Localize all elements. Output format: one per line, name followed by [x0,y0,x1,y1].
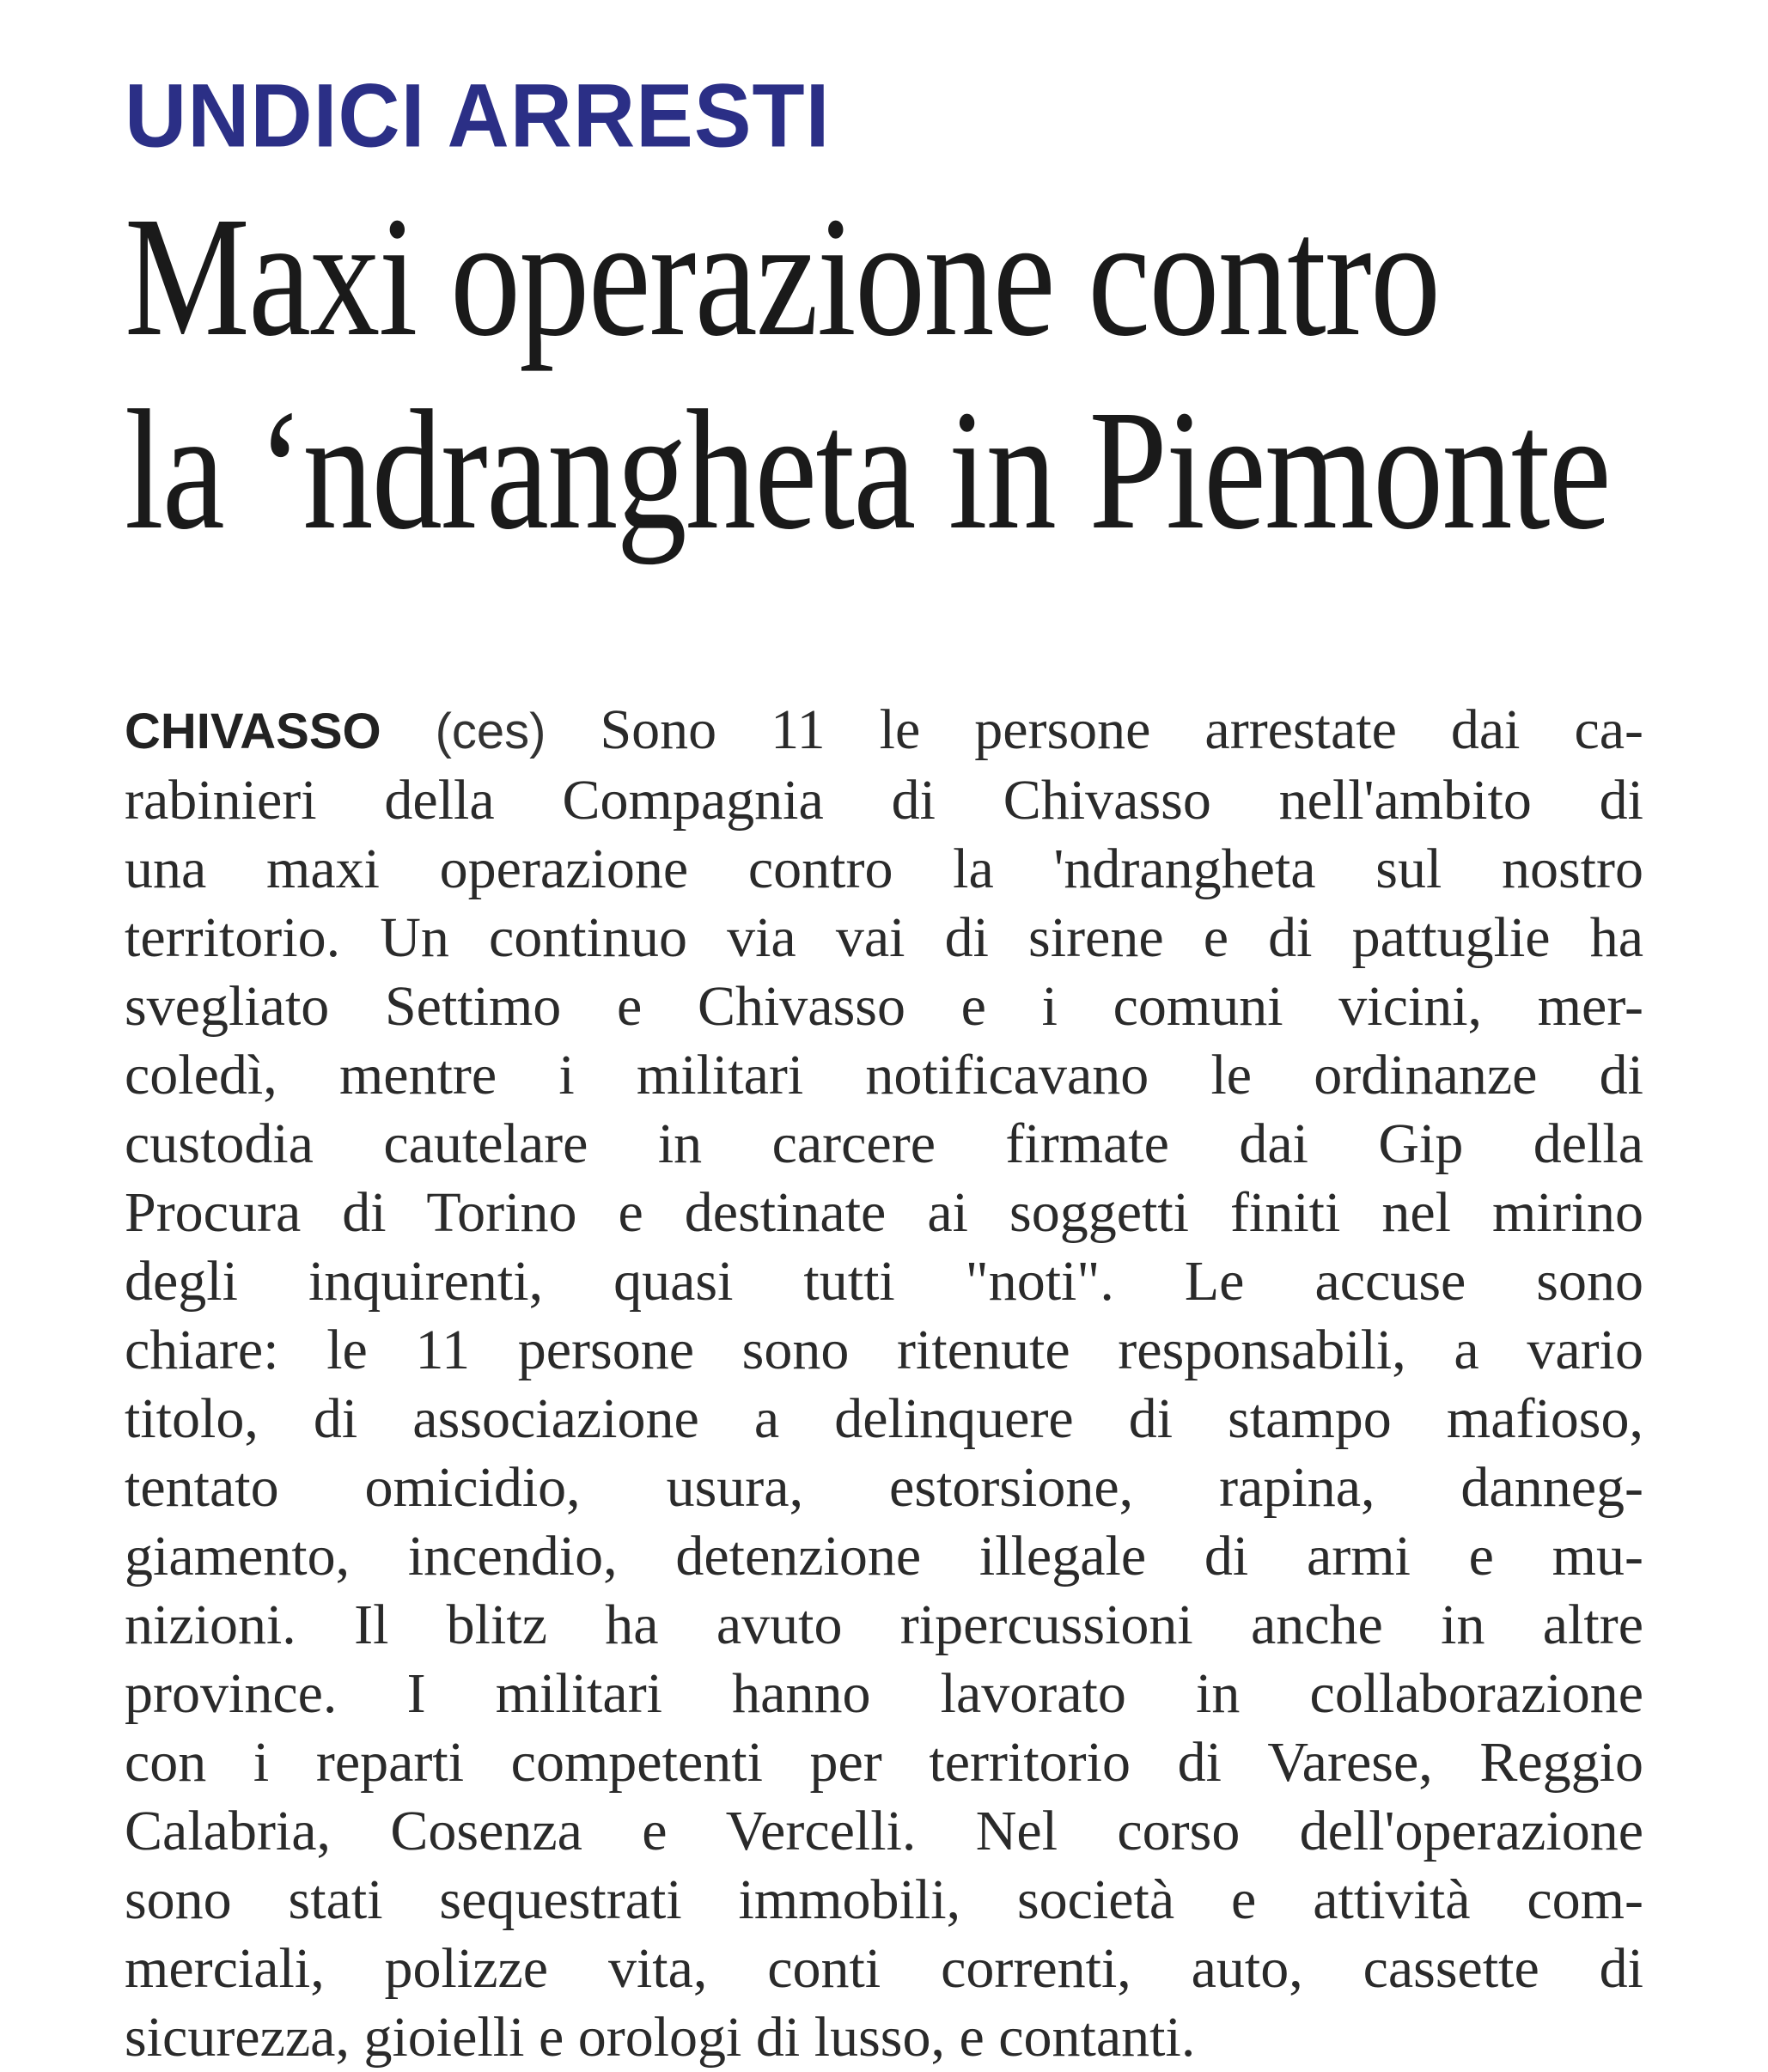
body-line-3: una maxi operazione contro la 'ndrangheta sul nostro [125,838,1643,900]
dateline: CHIVASSO [125,704,381,759]
body-line-10: chiare: le 11 persone sono ritenute responsabili, a vario [125,1319,1643,1381]
body-line-8: Procura di Torino e destinate ai soggetti finiti nel mirino [125,1181,1643,1244]
headline-line-1: Maxi operazione contro [125,182,1440,372]
body-line-4: territorio. Un continuo via vai di sirene e di pattuglie ha [125,906,1643,969]
body-line-7: custodia cautelare in carcere firmate dai Gip della [125,1112,1643,1175]
article [125,62,1643,2072]
body-line-17: Calabria, Cosenza e Vercelli. Nel corso dell'operazione [125,1800,1643,1862]
kicker-heading: UNDICI ARRESTI [125,65,831,167]
body-line-11: titolo, di associazione a delinquere di stampo mafioso, [125,1387,1643,1450]
body-line-13: giamento, incendio, detenzione illegale di armi e mu- [125,1525,1643,1588]
body-line-5: svegliato Settimo e Chivasso e i comuni vicini, mer- [125,975,1643,1038]
body-line-12: tentato omicidio, usura, estorsione, rapina, danneg- [125,1456,1643,1519]
body-line-20: sicurezza, gioielli e orologi di lusso, e contanti. [125,2006,1196,2069]
body-line-2: rabinieri della Compagnia di Chivasso nell'ambito di [125,769,1643,832]
body-line-16: con i reparti competenti per territorio di Varese, Reggio [125,1731,1643,1794]
headline [125,180,1643,567]
body-line-14: nizioni. Il blitz ha avuto ripercussioni anche in altre [125,1594,1643,1656]
author-initials: (ces) [435,704,546,759]
article-body [125,696,1643,2072]
headline-line-2: la ‘ndrangheta in Piemonte [125,375,1610,565]
body-line-15: province. I militari hanno lavorato in collaborazione [125,1662,1643,1725]
body-line-9: degli inquirenti, quasi tutti "noti". Le accuse sono [125,1250,1643,1313]
body-line-18: sono stati sequestrati immobili, società e attività com- [125,1868,1643,1931]
body-line-19: merciali, polizze vita, conti correnti, auto, cassette di [125,1937,1643,2000]
body-line-1 [125,696,1643,766]
body-line-6: coledì, mentre i militari notificavano le ordinanze di [125,1044,1643,1106]
body-line-1-text: Sono 11 le persone arrestate dai ca- [600,698,1644,761]
